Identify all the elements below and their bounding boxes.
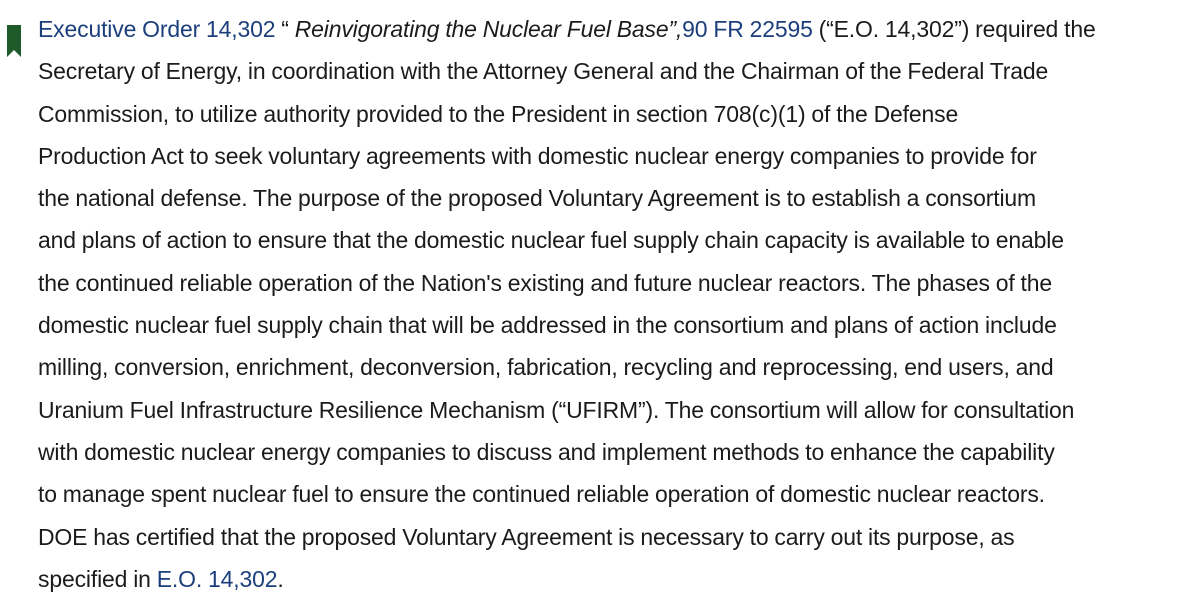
line-1-rest: (“E.O. 14,302”) required the [812,16,1096,42]
paragraph-line-12: to manage spent nuclear fuel to ensure the continued reliable operation of domestic nuclear reactors. [38,481,1045,508]
paragraph-line-3: Commission, to utilize authority provided to the President in section 708(c)(1) of the Defense [38,100,959,127]
order-title: Reinvigorating the Nuclear Fuel Base”, [294,16,683,42]
line-14-prefix: specified in [38,565,157,592]
quote-open: “ [275,16,295,42]
bookmark-icon[interactable] [7,25,21,57]
paragraph-line-10: Uranium Fuel Infrastructure Resilience Mechanism (“UFIRM”). The consortium will allow for consultation [38,396,1075,423]
paragraph-line-5: the national defense. The purpose of the proposed Voluntary Agreement is to establish a consortium [38,185,1037,212]
paragraph-line-13: DOE has certified that the proposed Voluntary Agreement is necessary to carry out its purpose, as [38,523,1015,550]
executive-order-link-2[interactable]: E.O. 14,302 [156,565,278,592]
paragraph-line-14 [38,558,1198,600]
paragraph-line-2: Secretary of Energy, in coordination with the Attorney General and the Chairman of the Federal Trade [38,58,1049,85]
line-14-suffix: . [277,565,284,592]
paragraph-line-6: and plans of action to ensure that the domestic nuclear fuel supply chain capacity is available to enable [38,227,1064,254]
paragraph-line-9: milling, conversion, enrichment, deconversion, fabrication, recycling and reprocessing, end users, and [38,354,1054,381]
paragraph-line-1 [38,8,1198,50]
paragraph-line-7: the continued reliable operation of the Nation's existing and future nuclear reactors. The phases of the [38,269,1052,296]
paragraph-line-8: domestic nuclear fuel supply chain that will be addressed in the consortium and plans of action include [38,312,1057,339]
paragraph-line-4: Production Act to seek voluntary agreements with domestic nuclear energy companies to provide for [38,142,1037,169]
document-paragraph [38,8,1200,600]
federal-register-link[interactable]: 90 FR 22595 [682,16,813,42]
paragraph-line-11: with domestic nuclear energy companies to discuss and implement methods to enhance the capability [38,438,1055,465]
executive-order-link[interactable]: Executive Order 14,302 [38,16,276,42]
